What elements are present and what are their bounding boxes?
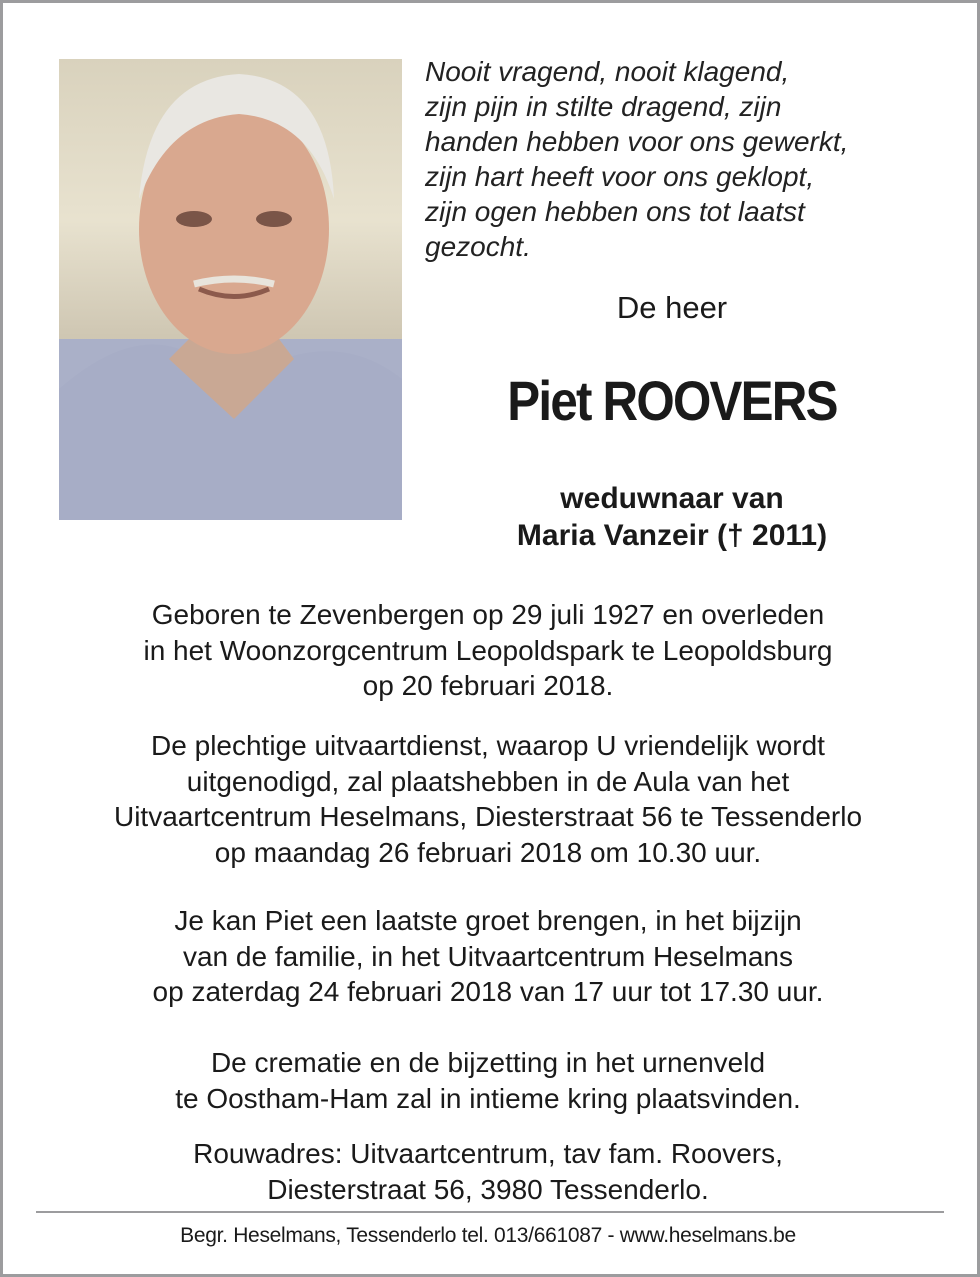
divider — [36, 1211, 944, 1213]
text-line: De plechtige uitvaartdienst, waarop U vriendelijk wordt — [151, 730, 825, 761]
farewell-paragraph — [30, 903, 946, 1010]
text-line: op 20 februari 2018. — [362, 670, 614, 701]
text-line: te Oostham-Ham zal in intieme kring plaatsvinden. — [175, 1082, 801, 1114]
honorific: De heer — [616, 290, 728, 325]
poem — [425, 54, 848, 264]
widow-line: weduwnaar van — [560, 482, 784, 515]
poem-line: handen hebben voor ons gewerkt, — [425, 126, 849, 157]
poem-line: Nooit vragend, nooit klagend, — [425, 56, 790, 87]
text-line: Uitvaartcentrum Heselmans, Diesterstraat 56 te Tessenderlo — [113, 801, 863, 832]
text-line: Je kan Piet een laatste groet brengen, in het bijzijn — [174, 905, 802, 936]
text-line: Geboren te Zevenbergen op 29 juli 1927 en overleden — [151, 599, 825, 630]
poem-line: zijn hart heeft voor ons geklopt, — [425, 161, 815, 192]
widower-of — [440, 480, 904, 554]
poem-line: zijn ogen hebben ons tot laatst — [425, 196, 805, 227]
widow-line: Maria Vanzeir († 2011) — [516, 519, 828, 552]
funeral-service-paragraph — [30, 728, 946, 870]
poem-line: zijn pijn in stilte dragend, zijn — [425, 91, 782, 122]
text-line: in het Woonzorgcentrum Leopoldspark te Leopoldsburg — [143, 634, 833, 666]
birth-death-paragraph — [30, 597, 946, 704]
deceased-name: Piet ROOVERS — [507, 369, 837, 432]
text-line: De crematie en de bijzetting in het urnenveld — [210, 1047, 766, 1078]
text-line: op maandag 26 februari 2018 om 10.30 uur. — [214, 836, 762, 868]
text-line: van de familie, in het Uitvaartcentrum Heselmans — [182, 940, 794, 972]
funeral-home-footer: Begr. Heselmans, Tessenderlo tel. 013/661087 - www.heselmans.be — [180, 1224, 796, 1247]
text-line: op zaterdag 24 februari 2018 van 17 uur tot 17.30 uur. — [152, 976, 824, 1007]
cremation-paragraph — [30, 1045, 946, 1116]
text-line: Diesterstraat 56, 3980 Tessenderlo. — [267, 1173, 709, 1205]
text-line: Rouwadres: Uitvaartcentrum, tav fam. Roovers, — [193, 1138, 783, 1169]
portrait-photo — [59, 59, 402, 520]
text-line: uitgenodigd, zal plaatshebben in de Aula van het — [186, 765, 790, 797]
poem-line: gezocht. — [425, 231, 531, 262]
mourning-address — [30, 1136, 946, 1207]
